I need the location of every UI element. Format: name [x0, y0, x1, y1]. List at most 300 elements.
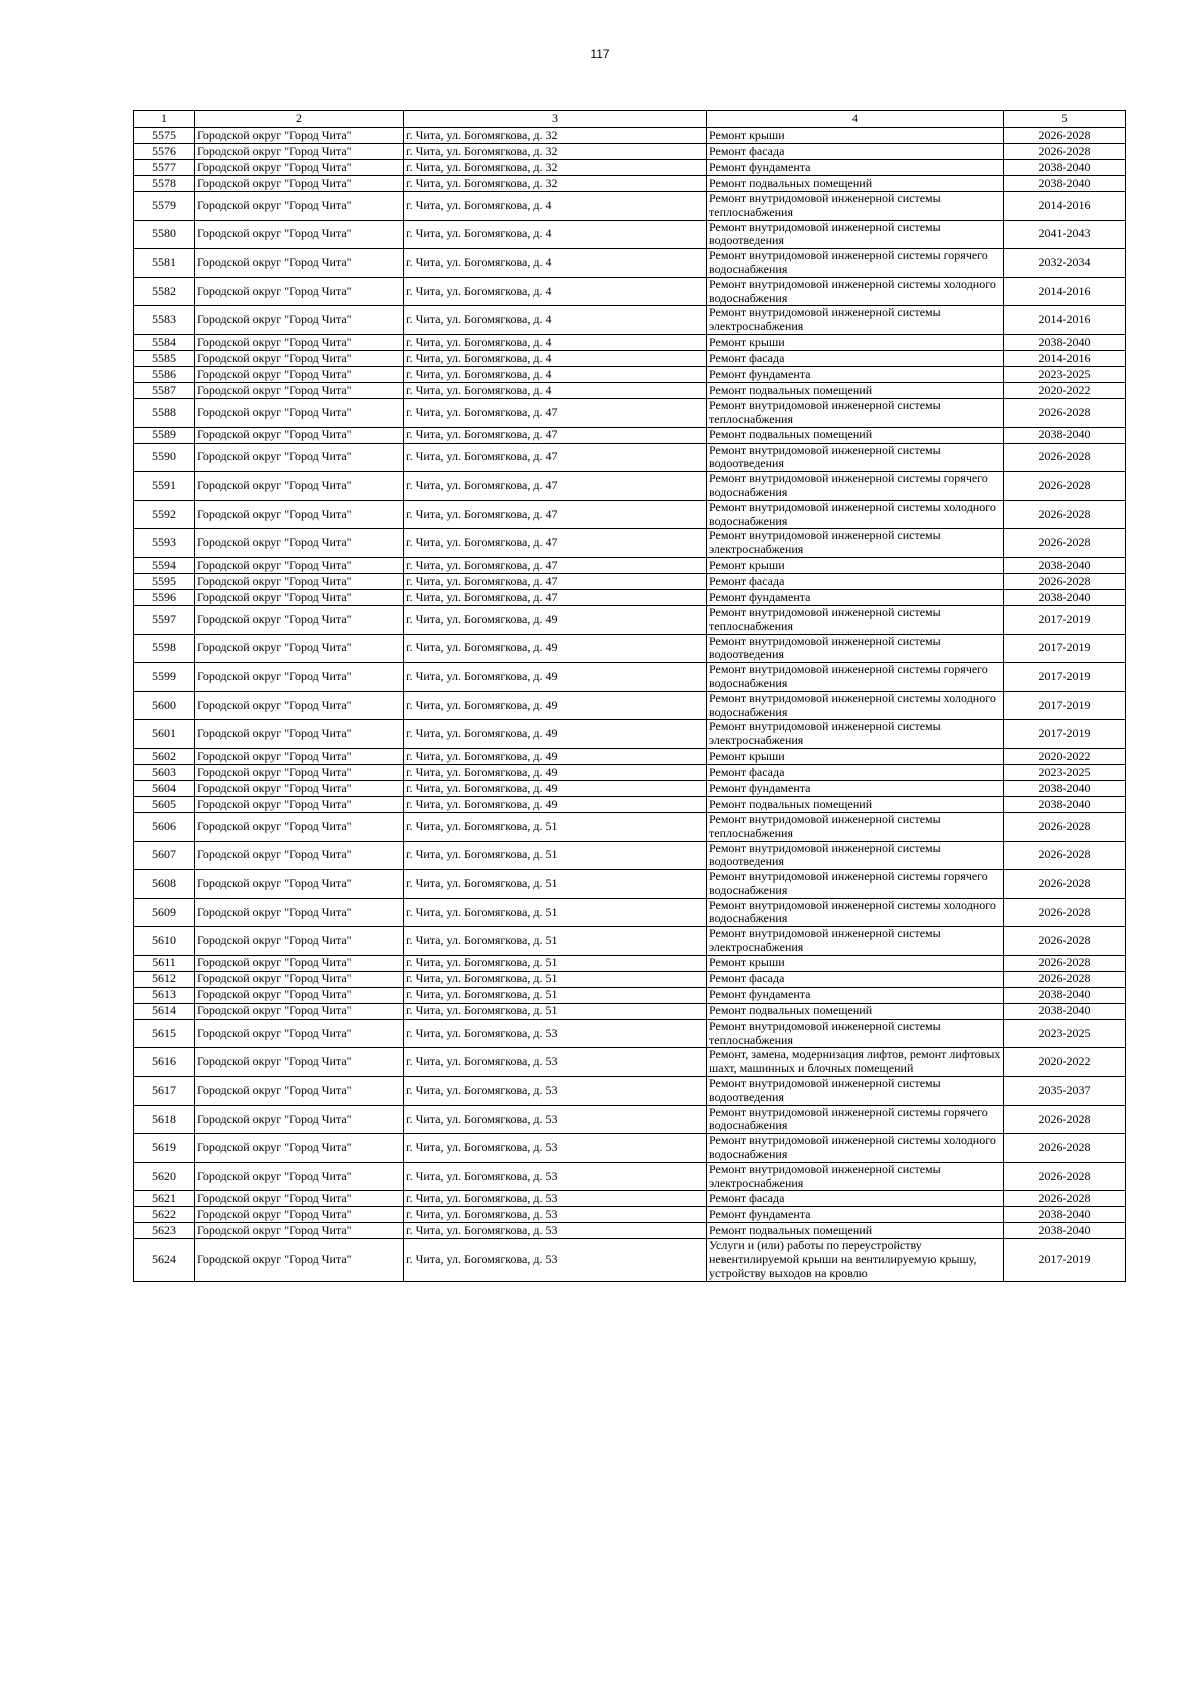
- municipality-cell: Городской округ "Город Чита": [195, 1077, 404, 1106]
- period-cell: 2017-2019: [1004, 720, 1126, 749]
- municipality-cell: Городской округ "Город Чита": [195, 898, 404, 927]
- municipality-cell: Городской округ "Город Чита": [195, 220, 404, 249]
- period-cell: 2026-2028: [1004, 573, 1126, 589]
- row-number-cell: 5612: [134, 971, 195, 987]
- table-row: [134, 1134, 1126, 1163]
- table-row: [134, 841, 1126, 870]
- table-row: [134, 472, 1126, 501]
- work-type-cell: Ремонт фундамента: [707, 1207, 1004, 1223]
- row-number-cell: 5614: [134, 1003, 195, 1019]
- work-type-cell: Ремонт внутридомовой инженерной системы горячего водоснабжения: [707, 472, 1004, 501]
- row-number-cell: 5604: [134, 780, 195, 796]
- work-type-cell: Ремонт фундамента: [707, 780, 1004, 796]
- period-cell: 2026-2028: [1004, 1105, 1126, 1134]
- work-type-cell: Ремонт подвальных помещений: [707, 796, 1004, 812]
- address-cell: г. Чита, ул. Богомягкова, д. 53: [404, 1207, 707, 1223]
- row-number-cell: 5586: [134, 366, 195, 382]
- period-cell: 2026-2028: [1004, 841, 1126, 870]
- address-cell: г. Чита, ул. Богомягкова, д. 53: [404, 1048, 707, 1077]
- period-cell: 2023-2025: [1004, 366, 1126, 382]
- row-number-cell: 5597: [134, 605, 195, 634]
- address-cell: г. Чита, ул. Богомягкова, д. 49: [404, 780, 707, 796]
- address-cell: г. Чита, ул. Богомягкова, д. 4: [404, 334, 707, 350]
- period-cell: 2026-2028: [1004, 812, 1126, 841]
- table-row: [134, 1223, 1126, 1239]
- work-type-cell: Ремонт, замена, модернизация лифтов, ремонт лифтовых шахт, машинных и блочных помещений: [707, 1048, 1004, 1077]
- work-type-cell: Ремонт внутридомовой инженерной системы теплоснабжения: [707, 812, 1004, 841]
- work-type-cell: Ремонт подвальных помещений: [707, 427, 1004, 443]
- work-type-cell: Ремонт внутридомовой инженерной системы холодного водоснабжения: [707, 691, 1004, 720]
- table-row: [134, 691, 1126, 720]
- table-row: [134, 898, 1126, 927]
- table-row: [134, 764, 1126, 780]
- work-type-cell: Ремонт фасада: [707, 971, 1004, 987]
- address-cell: г. Чита, ул. Богомягкова, д. 51: [404, 812, 707, 841]
- column-header: 4: [707, 111, 1004, 128]
- row-number-cell: 5584: [134, 334, 195, 350]
- row-number-cell: 5576: [134, 144, 195, 160]
- table-row: [134, 443, 1126, 472]
- table-row: [134, 870, 1126, 899]
- column-header: 2: [195, 111, 404, 128]
- work-type-cell: Ремонт внутридомовой инженерной системы горячего водоснабжения: [707, 663, 1004, 692]
- table-row: [134, 634, 1126, 663]
- work-type-cell: Ремонт внутридомовой инженерной системы электроснабжения: [707, 927, 1004, 956]
- table-row: [134, 144, 1126, 160]
- municipality-cell: Городской округ "Город Чита": [195, 382, 404, 398]
- table-row: [134, 557, 1126, 573]
- municipality-cell: Городской округ "Город Чита": [195, 277, 404, 306]
- municipality-cell: Городской округ "Город Чита": [195, 398, 404, 427]
- work-type-cell: Ремонт внутридомовой инженерной системы электроснабжения: [707, 1162, 1004, 1191]
- municipality-cell: Городской округ "Город Чита": [195, 780, 404, 796]
- address-cell: г. Чита, ул. Богомягкова, д. 4: [404, 306, 707, 335]
- address-cell: г. Чита, ул. Богомягкова, д. 53: [404, 1191, 707, 1207]
- address-cell: г. Чита, ул. Богомягкова, д. 32: [404, 160, 707, 176]
- period-cell: 2026-2028: [1004, 898, 1126, 927]
- period-cell: 2026-2028: [1004, 529, 1126, 558]
- period-cell: 2017-2019: [1004, 1239, 1126, 1281]
- municipality-cell: Городской округ "Город Чита": [195, 927, 404, 956]
- work-type-cell: Ремонт крыши: [707, 748, 1004, 764]
- work-type-cell: Ремонт внутридомовой инженерной системы водоотведения: [707, 1077, 1004, 1106]
- period-cell: 2026-2028: [1004, 398, 1126, 427]
- column-header: 3: [404, 111, 707, 128]
- work-type-cell: Ремонт внутридомовой инженерной системы холодного водоснабжения: [707, 500, 1004, 529]
- municipality-cell: Городской округ "Город Чита": [195, 720, 404, 749]
- work-type-cell: Ремонт крыши: [707, 557, 1004, 573]
- period-cell: 2014-2016: [1004, 306, 1126, 335]
- work-type-cell: Ремонт фасада: [707, 1191, 1004, 1207]
- table-row: [134, 1162, 1126, 1191]
- table-row: [134, 1207, 1126, 1223]
- table-row: [134, 249, 1126, 278]
- address-cell: г. Чита, ул. Богомягкова, д. 53: [404, 1105, 707, 1134]
- row-number-cell: 5611: [134, 955, 195, 971]
- table-row: [134, 427, 1126, 443]
- address-cell: г. Чита, ул. Богомягкова, д. 47: [404, 500, 707, 529]
- period-cell: 2035-2037: [1004, 1077, 1126, 1106]
- table-row: [134, 663, 1126, 692]
- work-type-cell: Ремонт внутридомовой инженерной системы горячего водоснабжения: [707, 870, 1004, 899]
- address-cell: г. Чита, ул. Богомягкова, д. 49: [404, 720, 707, 749]
- row-number-cell: 5577: [134, 160, 195, 176]
- page-number: 117: [590, 47, 610, 61]
- work-type-cell: Ремонт крыши: [707, 334, 1004, 350]
- row-number-cell: 5606: [134, 812, 195, 841]
- work-type-cell: Ремонт крыши: [707, 955, 1004, 971]
- municipality-cell: Городской округ "Город Чита": [195, 971, 404, 987]
- municipality-cell: Городской округ "Город Чита": [195, 443, 404, 472]
- table-row: [134, 1003, 1126, 1019]
- municipality-cell: Городской округ "Город Чита": [195, 334, 404, 350]
- row-number-cell: 5598: [134, 634, 195, 663]
- work-type-cell: Ремонт внутридомовой инженерной системы теплоснабжения: [707, 398, 1004, 427]
- period-cell: 2017-2019: [1004, 634, 1126, 663]
- address-cell: г. Чита, ул. Богомягкова, д. 4: [404, 220, 707, 249]
- address-cell: г. Чита, ул. Богомягкова, д. 53: [404, 1162, 707, 1191]
- period-cell: 2026-2028: [1004, 144, 1126, 160]
- work-type-cell: Ремонт подвальных помещений: [707, 176, 1004, 192]
- row-number-cell: 5617: [134, 1077, 195, 1106]
- work-type-cell: Ремонт подвальных помещений: [707, 1223, 1004, 1239]
- row-number-cell: 5592: [134, 500, 195, 529]
- work-type-cell: Ремонт внутридомовой инженерной системы холодного водоснабжения: [707, 1134, 1004, 1163]
- table-row: [134, 160, 1126, 176]
- municipality-cell: Городской округ "Город Чита": [195, 427, 404, 443]
- table-row: [134, 350, 1126, 366]
- row-number-cell: 5607: [134, 841, 195, 870]
- row-number-cell: 5615: [134, 1019, 195, 1048]
- work-type-cell: Ремонт фундамента: [707, 589, 1004, 605]
- work-type-cell: Ремонт внутридомовой инженерной системы водоотведения: [707, 634, 1004, 663]
- table-row: [134, 306, 1126, 335]
- municipality-cell: Городской округ "Город Чита": [195, 1048, 404, 1077]
- address-cell: г. Чита, ул. Богомягкова, д. 51: [404, 1003, 707, 1019]
- row-number-cell: 5594: [134, 557, 195, 573]
- municipality-cell: Городской округ "Город Чита": [195, 663, 404, 692]
- municipality-cell: Городской округ "Город Чита": [195, 634, 404, 663]
- row-number-cell: 5621: [134, 1191, 195, 1207]
- work-type-cell: Ремонт фасада: [707, 764, 1004, 780]
- period-cell: 2026-2028: [1004, 870, 1126, 899]
- row-number-cell: 5585: [134, 350, 195, 366]
- address-cell: г. Чита, ул. Богомягкова, д. 32: [404, 144, 707, 160]
- municipality-cell: Городской округ "Город Чита": [195, 366, 404, 382]
- row-number-cell: 5581: [134, 249, 195, 278]
- period-cell: 2026-2028: [1004, 500, 1126, 529]
- period-cell: 2038-2040: [1004, 987, 1126, 1003]
- municipality-cell: Городской округ "Город Чита": [195, 573, 404, 589]
- table-row: [134, 176, 1126, 192]
- row-number-cell: 5620: [134, 1162, 195, 1191]
- address-cell: г. Чита, ул. Богомягкова, д. 47: [404, 557, 707, 573]
- repair-schedule-table: [133, 110, 1126, 1282]
- municipality-cell: Городской округ "Город Чита": [195, 192, 404, 221]
- period-cell: 2038-2040: [1004, 796, 1126, 812]
- address-cell: г. Чита, ул. Богомягкова, д. 47: [404, 398, 707, 427]
- municipality-cell: Городской округ "Город Чита": [195, 128, 404, 144]
- period-cell: 2014-2016: [1004, 277, 1126, 306]
- period-cell: 2026-2028: [1004, 1162, 1126, 1191]
- table-row: [134, 1191, 1126, 1207]
- table-row: [134, 812, 1126, 841]
- address-cell: г. Чита, ул. Богомягкова, д. 4: [404, 192, 707, 221]
- work-type-cell: Ремонт внутридомовой инженерной системы электроснабжения: [707, 306, 1004, 335]
- municipality-cell: Городской округ "Город Чита": [195, 955, 404, 971]
- period-cell: 2014-2016: [1004, 350, 1126, 366]
- municipality-cell: Городской округ "Город Чита": [195, 1223, 404, 1239]
- address-cell: г. Чита, ул. Богомягкова, д. 53: [404, 1239, 707, 1281]
- table-row: [134, 398, 1126, 427]
- work-type-cell: Услуги и (или) работы по переустройству невентилируемой крыши на вентилируемую крышу, устройству выходов на кровлю: [707, 1239, 1004, 1281]
- table-body: [134, 128, 1126, 1282]
- row-number-cell: 5583: [134, 306, 195, 335]
- period-cell: 2026-2028: [1004, 443, 1126, 472]
- period-cell: 2023-2025: [1004, 764, 1126, 780]
- address-cell: г. Чита, ул. Богомягкова, д. 4: [404, 277, 707, 306]
- address-cell: г. Чита, ул. Богомягкова, д. 49: [404, 748, 707, 764]
- municipality-cell: Городской округ "Город Чита": [195, 691, 404, 720]
- address-cell: г. Чита, ул. Богомягкова, д. 49: [404, 663, 707, 692]
- table-row: [134, 796, 1126, 812]
- row-number-cell: 5600: [134, 691, 195, 720]
- work-type-cell: Ремонт внутридомовой инженерной системы теплоснабжения: [707, 192, 1004, 221]
- period-cell: 2032-2034: [1004, 249, 1126, 278]
- row-number-cell: 5593: [134, 529, 195, 558]
- row-number-cell: 5595: [134, 573, 195, 589]
- row-number-cell: 5603: [134, 764, 195, 780]
- work-type-cell: Ремонт внутридомовой инженерной системы водоотведения: [707, 443, 1004, 472]
- work-type-cell: Ремонт внутридомовой инженерной системы теплоснабжения: [707, 1019, 1004, 1048]
- work-type-cell: Ремонт фасада: [707, 350, 1004, 366]
- row-number-cell: 5623: [134, 1223, 195, 1239]
- municipality-cell: Городской округ "Город Чита": [195, 796, 404, 812]
- address-cell: г. Чита, ул. Богомягкова, д. 47: [404, 589, 707, 605]
- work-type-cell: Ремонт внутридомовой инженерной системы водоотведения: [707, 841, 1004, 870]
- column-header: 5: [1004, 111, 1126, 128]
- address-cell: г. Чита, ул. Богомягкова, д. 4: [404, 350, 707, 366]
- municipality-cell: Городской округ "Город Чита": [195, 605, 404, 634]
- row-number-cell: 5578: [134, 176, 195, 192]
- table-row: [134, 192, 1126, 221]
- address-cell: г. Чита, ул. Богомягкова, д. 51: [404, 927, 707, 956]
- address-cell: г. Чита, ул. Богомягкова, д. 51: [404, 841, 707, 870]
- row-number-cell: 5608: [134, 870, 195, 899]
- work-type-cell: Ремонт внутридомовой инженерной системы водоотведения: [707, 220, 1004, 249]
- table-header-row: [134, 111, 1126, 128]
- municipality-cell: Городской округ "Город Чита": [195, 1019, 404, 1048]
- period-cell: 2026-2028: [1004, 128, 1126, 144]
- table-row: [134, 720, 1126, 749]
- period-cell: 2020-2022: [1004, 748, 1126, 764]
- period-cell: 2020-2022: [1004, 382, 1126, 398]
- period-cell: 2038-2040: [1004, 176, 1126, 192]
- row-number-cell: 5599: [134, 663, 195, 692]
- period-cell: 2038-2040: [1004, 1223, 1126, 1239]
- municipality-cell: Городской округ "Город Чита": [195, 1191, 404, 1207]
- table-row: [134, 366, 1126, 382]
- row-number-cell: 5587: [134, 382, 195, 398]
- municipality-cell: Городской округ "Город Чита": [195, 350, 404, 366]
- row-number-cell: 5619: [134, 1134, 195, 1163]
- table-row: [134, 334, 1126, 350]
- column-header: 1: [134, 111, 195, 128]
- municipality-cell: Городской округ "Город Чита": [195, 249, 404, 278]
- work-type-cell: Ремонт фундамента: [707, 366, 1004, 382]
- municipality-cell: Городской округ "Город Чита": [195, 144, 404, 160]
- municipality-cell: Городской округ "Город Чита": [195, 841, 404, 870]
- period-cell: 2038-2040: [1004, 334, 1126, 350]
- period-cell: 2023-2025: [1004, 1019, 1126, 1048]
- municipality-cell: Городской округ "Город Чита": [195, 1105, 404, 1134]
- period-cell: 2038-2040: [1004, 1003, 1126, 1019]
- table-row: [134, 1019, 1126, 1048]
- municipality-cell: Городской округ "Город Чита": [195, 987, 404, 1003]
- address-cell: г. Чита, ул. Богомягкова, д. 32: [404, 176, 707, 192]
- address-cell: г. Чита, ул. Богомягкова, д. 51: [404, 971, 707, 987]
- row-number-cell: 5582: [134, 277, 195, 306]
- row-number-cell: 5596: [134, 589, 195, 605]
- row-number-cell: 5610: [134, 927, 195, 956]
- municipality-cell: Городской округ "Город Чита": [195, 500, 404, 529]
- address-cell: г. Чита, ул. Богомягкова, д. 49: [404, 605, 707, 634]
- period-cell: 2026-2028: [1004, 971, 1126, 987]
- address-cell: г. Чита, ул. Богомягкова, д. 49: [404, 691, 707, 720]
- period-cell: 2038-2040: [1004, 160, 1126, 176]
- address-cell: г. Чита, ул. Богомягкова, д. 47: [404, 427, 707, 443]
- municipality-cell: Городской округ "Город Чита": [195, 764, 404, 780]
- table-row: [134, 955, 1126, 971]
- row-number-cell: 5613: [134, 987, 195, 1003]
- row-number-cell: 5618: [134, 1105, 195, 1134]
- address-cell: г. Чита, ул. Богомягкова, д. 4: [404, 366, 707, 382]
- work-type-cell: Ремонт внутридомовой инженерной системы электроснабжения: [707, 720, 1004, 749]
- row-number-cell: 5580: [134, 220, 195, 249]
- work-type-cell: Ремонт подвальных помещений: [707, 382, 1004, 398]
- period-cell: 2014-2016: [1004, 192, 1126, 221]
- work-type-cell: Ремонт внутридомовой инженерной системы горячего водоснабжения: [707, 1105, 1004, 1134]
- table-row: [134, 529, 1126, 558]
- municipality-cell: Городской округ "Город Чита": [195, 589, 404, 605]
- work-type-cell: Ремонт фундамента: [707, 987, 1004, 1003]
- address-cell: г. Чита, ул. Богомягкова, д. 47: [404, 443, 707, 472]
- address-cell: г. Чита, ул. Богомягкова, д. 51: [404, 870, 707, 899]
- table-row: [134, 1105, 1126, 1134]
- period-cell: 2041-2043: [1004, 220, 1126, 249]
- table-row: [134, 573, 1126, 589]
- period-cell: 2026-2028: [1004, 1191, 1126, 1207]
- address-cell: г. Чита, ул. Богомягкова, д. 49: [404, 764, 707, 780]
- row-number-cell: 5602: [134, 748, 195, 764]
- period-cell: 2026-2028: [1004, 927, 1126, 956]
- municipality-cell: Городской округ "Город Чита": [195, 306, 404, 335]
- row-number-cell: 5622: [134, 1207, 195, 1223]
- municipality-cell: Городской округ "Город Чита": [195, 472, 404, 501]
- municipality-cell: Городской округ "Город Чита": [195, 870, 404, 899]
- address-cell: г. Чита, ул. Богомягкова, д. 47: [404, 472, 707, 501]
- municipality-cell: Городской округ "Город Чита": [195, 1239, 404, 1281]
- row-number-cell: 5590: [134, 443, 195, 472]
- work-type-cell: Ремонт подвальных помещений: [707, 1003, 1004, 1019]
- table-row: [134, 927, 1126, 956]
- table-row: [134, 1048, 1126, 1077]
- municipality-cell: Городской округ "Город Чита": [195, 1003, 404, 1019]
- municipality-cell: Городской округ "Город Чита": [195, 748, 404, 764]
- address-cell: г. Чита, ул. Богомягкова, д. 49: [404, 634, 707, 663]
- row-number-cell: 5579: [134, 192, 195, 221]
- municipality-cell: Городской округ "Город Чита": [195, 160, 404, 176]
- period-cell: 2017-2019: [1004, 691, 1126, 720]
- address-cell: г. Чита, ул. Богомягкова, д. 4: [404, 382, 707, 398]
- municipality-cell: Городской округ "Город Чита": [195, 812, 404, 841]
- row-number-cell: 5589: [134, 427, 195, 443]
- work-type-cell: Ремонт внутридомовой инженерной системы горячего водоснабжения: [707, 249, 1004, 278]
- table-row: [134, 128, 1126, 144]
- table-row: [134, 987, 1126, 1003]
- municipality-cell: Городской округ "Город Чита": [195, 1134, 404, 1163]
- period-cell: 2026-2028: [1004, 472, 1126, 501]
- table-row: [134, 220, 1126, 249]
- address-cell: г. Чита, ул. Богомягкова, д. 32: [404, 128, 707, 144]
- municipality-cell: Городской округ "Город Чита": [195, 1162, 404, 1191]
- row-number-cell: 5616: [134, 1048, 195, 1077]
- work-type-cell: Ремонт фасада: [707, 144, 1004, 160]
- row-number-cell: 5624: [134, 1239, 195, 1281]
- table-row: [134, 1239, 1126, 1281]
- row-number-cell: 5609: [134, 898, 195, 927]
- period-cell: 2038-2040: [1004, 427, 1126, 443]
- period-cell: 2017-2019: [1004, 663, 1126, 692]
- table-row: [134, 605, 1126, 634]
- period-cell: 2026-2028: [1004, 1134, 1126, 1163]
- address-cell: г. Чита, ул. Богомягкова, д. 53: [404, 1134, 707, 1163]
- row-number-cell: 5605: [134, 796, 195, 812]
- address-cell: г. Чита, ул. Богомягкова, д. 51: [404, 987, 707, 1003]
- table-row: [134, 500, 1126, 529]
- period-cell: 2026-2028: [1004, 955, 1126, 971]
- table-row: [134, 971, 1126, 987]
- table-row: [134, 589, 1126, 605]
- municipality-cell: Городской округ "Город Чита": [195, 1207, 404, 1223]
- row-number-cell: 5588: [134, 398, 195, 427]
- work-type-cell: Ремонт крыши: [707, 128, 1004, 144]
- municipality-cell: Городской округ "Город Чита": [195, 176, 404, 192]
- table-row: [134, 780, 1126, 796]
- work-type-cell: Ремонт внутридомовой инженерной системы холодного водоснабжения: [707, 898, 1004, 927]
- period-cell: 2020-2022: [1004, 1048, 1126, 1077]
- municipality-cell: Городской округ "Город Чита": [195, 557, 404, 573]
- period-cell: 2038-2040: [1004, 780, 1126, 796]
- period-cell: 2038-2040: [1004, 557, 1126, 573]
- address-cell: г. Чита, ул. Богомягкова, д. 51: [404, 955, 707, 971]
- work-type-cell: Ремонт фасада: [707, 573, 1004, 589]
- work-type-cell: Ремонт внутридомовой инженерной системы теплоснабжения: [707, 605, 1004, 634]
- work-type-cell: Ремонт внутридомовой инженерной системы электроснабжения: [707, 529, 1004, 558]
- address-cell: г. Чита, ул. Богомягкова, д. 4: [404, 249, 707, 278]
- period-cell: 2038-2040: [1004, 1207, 1126, 1223]
- address-cell: г. Чита, ул. Богомягкова, д. 53: [404, 1019, 707, 1048]
- row-number-cell: 5575: [134, 128, 195, 144]
- address-cell: г. Чита, ул. Богомягкова, д. 53: [404, 1223, 707, 1239]
- work-type-cell: Ремонт внутридомовой инженерной системы холодного водоснабжения: [707, 277, 1004, 306]
- work-type-cell: Ремонт фундамента: [707, 160, 1004, 176]
- address-cell: г. Чита, ул. Богомягкова, д. 47: [404, 529, 707, 558]
- period-cell: 2038-2040: [1004, 589, 1126, 605]
- address-cell: г. Чита, ул. Богомягкова, д. 51: [404, 898, 707, 927]
- address-cell: г. Чита, ул. Богомягкова, д. 49: [404, 796, 707, 812]
- table-row: [134, 1077, 1126, 1106]
